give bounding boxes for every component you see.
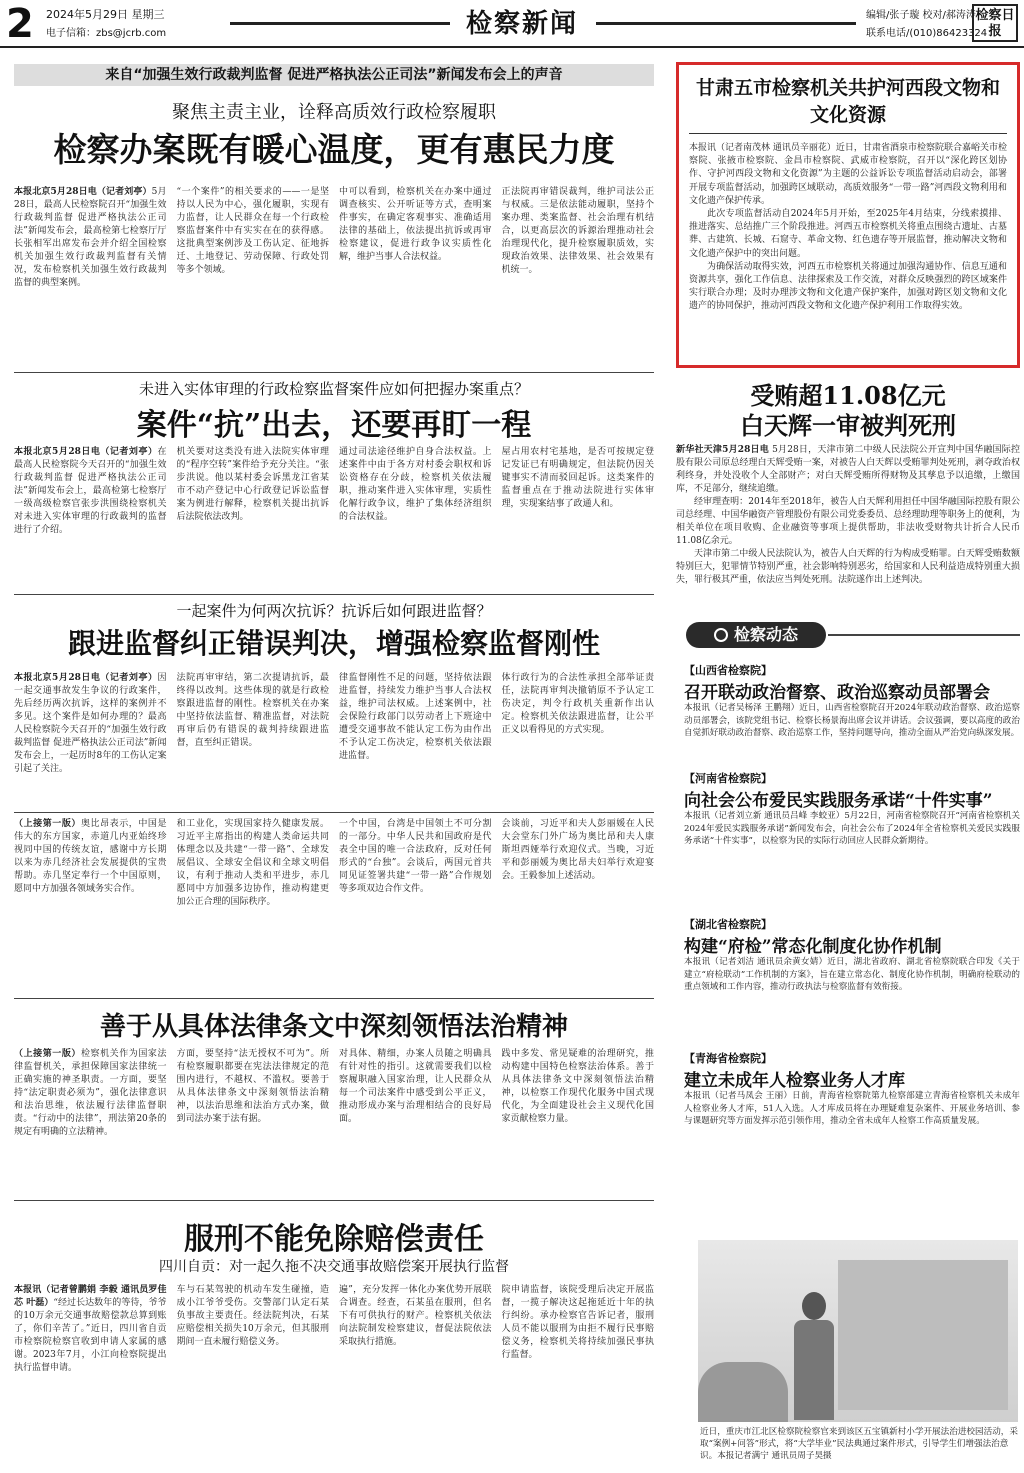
item2-title: 向社会公布爱民实践服务承诺“十件实事”	[684, 791, 993, 811]
story4-text-1: 奥比昂表示，中国是伟大的东方国家，赤道几内亚始终珍视同中国的传统友谊，感谢中方长期以来为赤几经济社会发展提供的宝贵帮助。赤几坚定奉行一个中国原则，愿同中方加强各领域务实合作。	[14, 819, 167, 894]
story4-label: （上接第一版）	[14, 819, 81, 829]
story3-col-4	[502, 672, 655, 804]
story1-kicker: 聚焦主责主业，诠释高质效行政检察履职	[172, 102, 496, 123]
section-title: 检察新闻	[465, 9, 578, 39]
contact-phone: 联系电话/(010)86423324	[866, 28, 988, 39]
story1-byline: 本报北京5月28日电（记者刘亭）	[14, 187, 152, 197]
story3-text-3: 律监督刚性不足的问题，坚持依法跟进监督，持续发力维护当事人合法权益，维护司法权威。上述案例中，社会保险行政部门以劳动者上下班途中遭受交通事故不能认定工伤为由作出不予认定工伤决定，检察机关依法跟进监督。	[339, 673, 492, 761]
story2-col-4	[502, 446, 655, 588]
story1-headline: 检察办案既有暖心温度，更有惠民力度	[53, 130, 615, 169]
story4-text-4: 会谈前，习近平和夫人彭丽媛在人民大会堂东门外广场为奥比昂和夫人康斯坦西娅举行欢迎仪式。当晚，习近平和彭丽媛为奥比昂夫妇举行欢迎宴会。王毅参加上述活动。	[501, 819, 654, 881]
right-story-byline: 新华社天津5月28日电	[676, 445, 769, 455]
item1-tag: 【山西省检察院】	[684, 664, 772, 677]
story3-col-3	[339, 672, 492, 804]
story6-headline: 服刑不能免除赔偿责任	[184, 1222, 484, 1257]
item4-tag: 【青海省检察院】	[684, 1052, 772, 1065]
story6-col-2	[177, 1284, 330, 1466]
story6-body	[14, 1284, 654, 1466]
photo-speaker	[790, 1292, 838, 1422]
page-number: 2	[6, 1, 34, 47]
divider-2	[14, 594, 654, 595]
photo-audience	[698, 1362, 788, 1422]
divider-1	[14, 372, 654, 373]
conference-banner: 来自“加强生效行政裁判监督 促进严格执法公正司法”新闻发布会上的声音	[14, 64, 654, 86]
story2-byline: 本报北京5月28日电（记者刘亭）	[14, 447, 158, 457]
story4-text-2: 和工业化，实现国家持久健康发展。习近平主席指出的构建人类命运共同体理念以及共建“一带一路”、全球发展倡议、全球安全倡议和全球文明倡议，有利于推动人类和平进步，赤几愿同中方加强多边协作，推动构建更加公正合理的国际秩序。	[176, 819, 329, 907]
dynamics-header	[676, 620, 1020, 650]
story3-byline: 本报北京5月28日电（记者刘亭）	[14, 673, 158, 683]
story5-text-3: 对具体、精细，办案人员随之明确具有针对性的指引。这就需要我们以检察履职融入国家治理，让人民群众从每一个司法案件中感受到公平正义，推动形成办案与治理相结合的良好局面。	[339, 1049, 492, 1124]
story2-text-4: 屋占用农村宅基地，是否可按规定登记发证已有明确规定，但法院仍因关键事实不清而驳回起诉。这类案件的监督重点在于推动法院进行实体审理，实现案结事了政通人和。	[501, 447, 654, 509]
story1-col-3	[339, 186, 492, 368]
story6-col-3	[339, 1284, 492, 1466]
story5-col-4	[502, 1048, 655, 1194]
story4-col-1	[14, 818, 167, 992]
story6-text-3: 遍”，充分发挥一体化办案优势开展联合调查。经查，石某虽在服刑，但名下有可供执行的财产。检察机关依法向法院制发检察建议，督促法院依法采取执行措施。	[339, 1285, 492, 1347]
story5-headline: 善于从具体法律条文中深刻领悟法治精神	[99, 1012, 568, 1042]
story4-col-2	[177, 818, 330, 992]
newspaper-logo: 检察日报	[972, 4, 1018, 42]
masthead	[0, 0, 1024, 48]
story3-col-1	[14, 672, 167, 804]
divider-3	[14, 812, 654, 813]
dynamics-label-text: 检察动态	[733, 625, 798, 644]
story5-label: （上接第一版）	[14, 1049, 81, 1059]
photo-caption: 近日，重庆市江北区检察院检察官来到该区五宝镇新村小学开展法治进校园活动，采取“案例+问答”形式，将“大学毕业”民法典通过案件形式，引导学生们增强法治意识。本报记者满宁 通讯员周子昊摄	[700, 1427, 1018, 1461]
highlighted-article-body	[689, 142, 1007, 314]
story6-text-4: 院申请监督，该院受理后决定开展监督，一揽子解决这起拖延近十年的执行纠纷。承办检察官告诉记者，服刑人员不能以服刑为由拒不履行民事赔偿义务，检察机关将持续加强民事执行监督。	[501, 1285, 654, 1360]
right-story-para-1	[676, 444, 1020, 496]
item2-tag: 【河南省检察院】	[684, 772, 772, 785]
story1-text-3: 中可以看到，检察机关在办案中通过调查核实、公开听证等方式，查明案件事实，在确定客观事实、准确适用法律的基础上，依法提出抗诉或再审检察建议，促进行政争议实质性化解，维护当事人合法权益。	[339, 187, 492, 262]
story4-col-3	[339, 818, 492, 992]
right-headline-line2: 白天辉一审被判死刑	[740, 411, 956, 440]
photo-backdrop	[838, 1260, 1008, 1410]
story5-body	[14, 1048, 654, 1194]
item3-title: 构建“府检”常态化制度化协作机制	[684, 937, 942, 957]
story3-body	[14, 672, 654, 804]
story1-col-2	[177, 186, 330, 368]
story1-text-1: 5月28日，最高人民检察院召开“加强生效行政裁判监督 促进严格执法公正司法”新闻发布会，最高检第七检察厅厅长张相军出席发布会并介绍全国检察机关加强生效行政裁判监督有关情况，发布检察机关加强生效行政裁判监督的典型案例。	[14, 187, 167, 288]
story2-col-2	[177, 446, 330, 588]
photo-speaker-body	[794, 1320, 834, 1420]
story2-text-3: 通过司法途径维护自身合法权益。上述案件中由于各方对村委会职权和诉讼资格存在分歧，检察机关依法履职，推动案件进入实体审理，实质性化解行政争议，维护了集体经济组织的合法权益。	[339, 447, 492, 522]
masthead-rule-right	[596, 22, 856, 25]
story5-text-1: 检察机关作为国家法律监督机关，承担保障国家法律统一正确实施的神圣职责。一方面，要坚持“法定职责必须为”，强化法律意识和法治思维，依法履行法律监督职责。“行动中的法律”，刑法第20条的规定有明确的立法精神。	[14, 1049, 167, 1137]
dynamics-label	[686, 622, 826, 648]
dynamics-rule	[828, 634, 1020, 636]
right-story-para-2: 经审理查明：2014年至2018年，被告人白天辉利用担任中国华融国际控股有限公司总经理、中国华融资产管理股份有限公司党委委员、总经理助理等职务上的便利，为相关单位在项目收购、企业融资等事项上提供帮助，非法收受财物共计折合人民币11.08亿余元。	[676, 497, 1020, 546]
news-photo	[698, 1240, 1018, 1422]
item4-title: 建立未成年人检察业务人才库	[684, 1071, 905, 1091]
highlighted-article	[676, 62, 1020, 368]
target-icon	[714, 628, 728, 642]
story2-body	[14, 446, 654, 588]
highlighted-article-para-2: 此次专项监督活动自2024年5月开始，至2025年4月结束，分线索摸排、推进落实、总结推广三个阶段推进。河西五市检察机关将重点围绕古遗址、古墓葬、古建筑、长城、石窟寺、革命文物、红色遗存等开展监督，推动解决文物和文化遗产保护中的突出问题。	[689, 209, 1007, 259]
story3-kicker: 一起案件为何两次抗诉？抗诉后如何跟进监督？	[176, 602, 492, 620]
item1-body: 本报讯（记者吴杨泽 王鹏翔）近日，山西省检察院召开2024年联动政治督察、政治巡察动员部署会，该院党组书记、检察长杨景海出席会议并讲话。会议强调，要以高度的政治自觉抓好联动政治督察、政治巡察工作，坚持问题导向，推动全面从严治党向纵深发展。	[684, 703, 1020, 739]
story6-text-1: “经过长达数年的等待，爷爷的10万余元交通事故赔偿款总算到账了，你们辛苦了。”近日，四川省自贡市检察院检察官收到申请人家属的感谢。2023年7月，小江向检察院提出执行监督申请。	[14, 1298, 167, 1373]
story4-col-4	[502, 818, 655, 992]
story5-col-1	[14, 1048, 167, 1194]
right-story-text-1: 5月28日，天津市第二中级人民法院公开宣判中国华融国际控股有限公司原总经理白天辉受贿一案，对被告人白天辉以受贿罪判处死刑，剥夺政治权利终身，并处没收个人全部财产；对白天辉受贿所得财物及其孳息予以追缴，上缴国库，不足部分，继续追缴。	[676, 445, 1020, 494]
right-headline-line1: 受贿超11.08亿元	[750, 381, 946, 410]
story6-col-4	[502, 1284, 655, 1466]
story2-headline: 案件“抗”出去，还要再盯一程	[136, 408, 532, 443]
editor-credits: 编辑/张子璇 校对/郝涛涛	[866, 10, 976, 21]
divider-5	[14, 1200, 654, 1201]
item2-body: 本报讯（记者刘立新 通讯员吕峰 李蛟亚）5月22日，河南省检察院召开“河南省检察机关2024年爱民实践服务承诺”新闻发布会，向社会公布了2024年全省检察机关爱民实践服务承诺“十件实事”，以检察为民的实际行动回应人民群众新期待。	[684, 811, 1020, 847]
divider-4	[14, 998, 654, 999]
story3-text-1: 因一起交通事故发生争议的行政案件，先后经历两次抗诉，这样的案例并不多见。这个案件是如何办理的？最高人民检察院今天召开的“加强生效行政裁判监督 促进严格执法公正司法”新闻发布会上，一起历时8年的工伤认定案引起了关注。	[14, 673, 167, 774]
highlighted-article-para-3: 为确保活动取得实效，河西五市检察机关将通过加强沟通协作、信息互通和资源共享，强化工作信息、法律探索及工作交流，对群众反映强烈的跨区域案件实行联合办理；及时办理涉文物和文化遗产保护案件，加强对跨区划文物和文化遗产的协同保护，推动河西段文物和文化遗产保护利用工作取得实效。	[689, 261, 1007, 312]
story3-col-2	[177, 672, 330, 804]
story2-col-1	[14, 446, 167, 588]
story2-kicker: 未进入实体审理的行政检察监督案件应如何把握办案重点？	[138, 380, 529, 398]
story4-body	[14, 818, 654, 992]
story6-byline: 本报讯（记者曾鹏娟 李毅 通讯员罗佳芯 叶磊）	[14, 1285, 167, 1308]
highlighted-article-title: 甘肃五市检察机关共护河西段文物和文化资源	[689, 73, 1007, 134]
story5-text-2: 方面，要坚持“法无授权不可为”。所有检察履职都要在宪法法律规定的范围内进行，不越权、不滥权。要善于从具体法律条文中深刻领悟法治精神，以法治思维和法治方式办案，做到司法办案于法有据。	[176, 1049, 329, 1124]
story1-col-1	[14, 186, 167, 368]
story1-text-4: 正法院再审错误裁判，维护司法公正与权威。三是依法能动履职，坚持个案办理、类案监督、社会治理有机结合，以更高层次的诉源治理推动社会治理现代化，提升检察履职质效，实现政治效果、法律效果、社会效果有机统一。	[501, 187, 654, 275]
right-story-para-3: 天津市第二中级人民法院认为，被告人白天辉的行为构成受贿罪。白天辉受贿数额特别巨大，犯罪情节特别严重，社会影响特别恶劣，给国家和人民利益造成特别重大损失，罪行极其严重，依法应当判处死刑。法院遂作出上述判决。	[676, 549, 1020, 585]
story3-text-2: 法院再审审结，第二次提请抗诉，最终得以改判。这些体现的就是行政检察跟进监督的刚性。检察机关在办案中坚持依法监督、精准监督，对法院再审后仍有错误的裁判持续跟进监督，直至纠正错误。	[176, 673, 329, 748]
item3-body: 本报讯（记者刘洁 通讯员余黄女婧）近日，湖北省政府、湖北省检察院联合印发《关于建立“府检联动”工作机制的方案》，旨在建立常态化、制度化协作机制，明确府检联动的重点领域和工作内容，推动行政执法与检察监督有效衔接。	[684, 957, 1020, 993]
item1-title: 召开联动政治督察、政治巡察动员部署会	[684, 683, 990, 703]
story2-text-2: 机关要对这类没有进入法院实体审理的“程序空转”案件给予充分关注。“张步洪说。他以某村委会诉黑龙江省某市不动产登记中心行政登记诉讼监督案为例进行解释，检察机关提出抗诉后法院依法改判。	[176, 447, 329, 522]
highlighted-article-para-1: 本报讯（记者南茂林 通讯员辛丽花）近日，甘肃省酒泉市检察院联合嘉峪关市检察院、张掖市检察院、金昌市检察院、武威市检察院，召开以“深化跨区划协作、守护河西段文物和文化资源”为主题的公益诉讼专项监督活动启动会，部署开展专项监督活动，加强跨区域联动，高质效服务“一带一路”河西段文物利用和文化遗产保护传承。	[689, 143, 1007, 206]
story5-col-3	[339, 1048, 492, 1194]
story4-text-3: 一个中国，台湾是中国领土不可分割的一部分。中华人民共和国政府是代表全中国的唯一合法政府，反对任何形式的“台独”。会谈后，两国元首共同见证签署共建“一带一路”合作规划等多项双边合作文件。	[339, 819, 492, 894]
story6-text-2: 车与石某驾驶的机动车发生碰撞，造成小江爷爷受伤。交警部门认定石某负事故主要责任。经法院判决，石某应赔偿相关损失10万余元，但其服刑期间一直未履行赔偿义务。	[176, 1285, 329, 1347]
story1-col-4	[502, 186, 655, 368]
story1-body	[14, 186, 654, 368]
story5-col-2	[177, 1048, 330, 1194]
masthead-rule-left	[230, 22, 450, 25]
story6-col-1	[14, 1284, 167, 1466]
story3-text-4: 体行政行为的合法性承担全部举证责任，法院再审判决撤销原不予认定工伤决定，判令行政机关重新作出认定。检察机关依法跟进监督，让公平正义以看得见的方式实现。	[501, 673, 654, 735]
issue-date: 2024年5月29日 星期三	[46, 8, 165, 21]
story5-text-4: 践中多发、常见疑难的治理研究，推动构建中国特色检察法治体系。善于从具体法律条文中深刻领悟法治精神，以检察工作现代化服务中国式现代化，为全面建设社会主义现代化国家贡献检察力量。	[501, 1049, 654, 1124]
story2-col-3	[339, 446, 492, 588]
story3-headline: 跟进监督纠正错误判决，增强检察监督刚性	[67, 627, 600, 660]
contact-email: 电子信箱：zbs@jcrb.com	[46, 28, 167, 39]
story6-kicker: 四川自贡：对一起久拖不决交通事故赔偿案开展执行监督	[159, 1259, 509, 1275]
right-story-body	[676, 444, 1020, 612]
story1-text-2: “一个案件”的相关要求的——一是坚持以人民为中心，强化履职，实现有力监督，让人民群众在每一个行政检察监督案件中有实实在在的获得感。这批典型案例涉及工伤认定、征地拆迁、土地登记、劳动保障、行政处罚等多个领域。	[176, 187, 329, 275]
photo-speaker-head	[802, 1292, 826, 1320]
item3-tag: 【湖北省检察院】	[684, 918, 772, 931]
item4-body: 本报讯（记者马凤会 王丽）日前，青海省检察院第九检察部建立青海省检察机关未成年人检察业务人才库，51人入选。人才库成员将在办理疑难复杂案件、开展业务培训、参与课题研究等方面发挥示范引领作用，推动全省未成年人检察工作高质量发展。	[684, 1091, 1020, 1127]
story2-text-1: 在最高人民检察院今天召开的“加强生效行政裁判监督 促进严格执法公正司法”新闻发布会上，最高检第七检察厅一级高级检察官张步洪围绕检察机关对未进入实体审理的行政裁判的监督进行了介绍。	[14, 447, 167, 535]
